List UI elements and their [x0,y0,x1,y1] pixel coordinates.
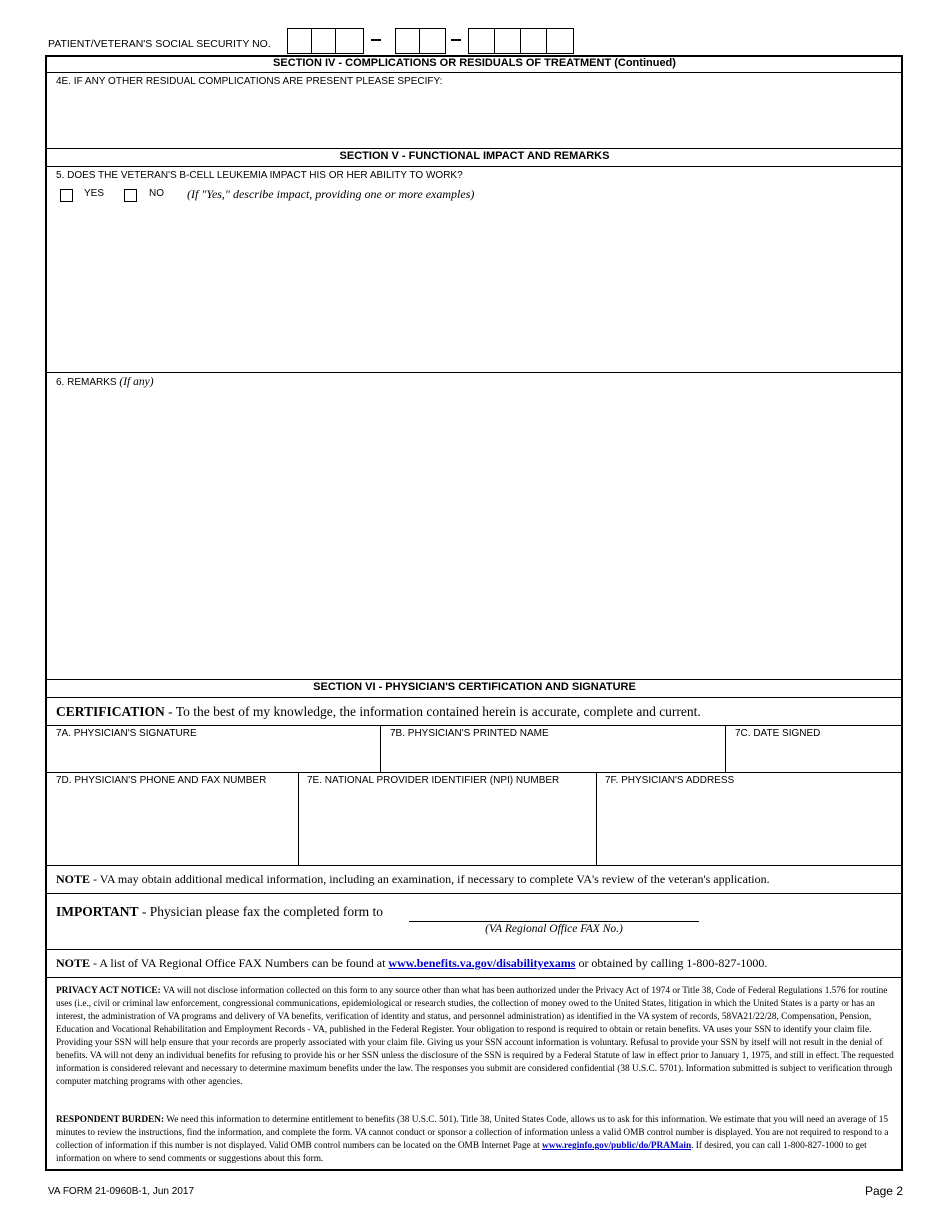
section-6-header: SECTION VI - PHYSICIAN'S CERTIFICATION AND SIGNATURE [313,681,636,693]
divider [47,977,902,978]
q6-label [56,376,154,388]
q5-label: 5. DOES THE VETERAN'S B-CELL LEUKEMIA IMPACT HIS OR HER ABILITY TO WORK? [56,170,463,181]
burden-text: . If desired, you can call 1-800-827-1000 to get information on where to send comments or suggestions about this form. [56,1141,867,1164]
ssn-digit-box[interactable] [288,29,312,53]
regional-office-fax-field[interactable] [409,921,699,922]
ssn-digit-box[interactable] [521,29,547,53]
section-5-header: SECTION V - FUNCTIONAL IMPACT AND REMARKS [339,150,610,162]
ssn-digit-box[interactable] [396,29,420,53]
divider [47,725,902,726]
yes-label: YES [84,188,105,199]
certification-statement [56,704,701,720]
npi-label: 7E. NATIONAL PROVIDER IDENTIFIER (NPI) NUMBER [307,775,560,786]
q4e-response-area[interactable] [47,88,902,148]
ssn-label: PATIENT/VETERAN'S SOCIAL SECURITY NO. [48,38,271,50]
divider [47,772,902,773]
reginfo-link[interactable]: www.reginfo.gov/public/do/PRAMain [542,1141,692,1151]
section-4-header: SECTION IV - COMPLICATIONS OR RESIDUALS OF TREATMENT (Continued) [273,57,676,69]
q6-hint: (If any) [119,376,154,388]
important-text: - Physician please fax the completed form to [138,904,383,919]
privacy-text: VA will not disclose information collected on this form to any source other than what has been authorized under the Privacy Act of 1974 or Title 38, Code of Federal Regulations 1.576 for routine uses (i.e., civil or criminal law enforcement, congressional communications, epidemiological or research studies, the collection of money owed to the United States, litigation in which the United States is a party or has an interest, the administration of VA programs and delivery of VA benefits, verification of identity and status, and personnel administration) as identified in the VA system of records, 58VA21/22/28, Compensation, Pension, Education and Vocational Rehabilitation and Employment Records - VA, published in the Federal Register. Your obligation to respond is required to obtain or retain benefits. VA uses your SSN to identify your claim file. Providing your SSN will help ensure that your records are properly associated with your claim file. Giving us your SSN account information is voluntary. Refusal to provide your SSN by itself will not result in the denial of benefits. VA will not deny an individual benefits for refusing to provide his or her SSN unless the disclosure of the SSN is required by a Federal Statute of law in effect prior to January 1, 1975, and still in effect. The requested information is considered relevant and necessary to determine maximum benefits under the law. The responses you submit are considered confidential (38 U.S.C. 5701). Information submitted is subject to verification through computer matching programs with other agencies. [56,986,894,1087]
yes-instruction: (If "Yes," describe impact, providing one or more examples) [187,187,475,201]
ssn-area-field[interactable] [287,28,364,54]
divider [47,72,902,73]
physician-address-label: 7F. PHYSICIAN'S ADDRESS [605,775,735,786]
q5-response-area[interactable] [47,206,902,371]
important-heading: IMPORTANT [56,904,139,919]
physician-signature-label: 7A. PHYSICIAN'S SIGNATURE [56,728,197,739]
no-label: NO [149,188,164,199]
page-number: Page 2 [864,1184,903,1198]
ssn-group-field[interactable] [395,28,446,54]
phone-fax-field[interactable] [47,788,297,864]
divider [47,697,902,698]
burden-heading: RESPONDENT BURDEN: [56,1115,165,1125]
note-heading: NOTE [56,956,91,970]
divider [47,679,902,680]
note-heading: NOTE [56,872,91,886]
note-text: - A list of VA Regional Office FAX Numbers can be found at [90,956,389,970]
ssn-digit-box[interactable] [312,29,336,53]
npi-field[interactable] [299,788,595,864]
privacy-heading: PRIVACY ACT NOTICE: [56,986,161,996]
no-checkbox[interactable] [124,189,137,202]
form-number: VA FORM 21-0960B-1, Jun 2017 [48,1186,195,1197]
ssn-digit-box[interactable] [547,29,573,53]
date-signed-field[interactable] [726,740,902,771]
divider [47,949,902,950]
ssn-digit-box[interactable] [336,29,360,53]
note-fax-list [56,956,767,971]
certification-text: - To the best of my knowledge, the information contained herein is accurate, complete and current. [164,704,701,719]
fax-caption: (VA Regional Office FAX No.) [485,923,623,935]
q4e-label: 4E. IF ANY OTHER RESIDUAL COMPLICATIONS ARE PRESENT PLEASE SPECIFY: [56,76,443,87]
date-signed-label: 7C. DATE SIGNED [735,728,821,739]
divider [47,148,902,149]
ssn-digit-box[interactable] [469,29,495,53]
note-text: - VA may obtain additional medical information, including an examination, if necessary to complete VA's review of the veteran's application. [90,872,770,886]
benefits-link[interactable]: www.benefits.va.gov/disabilityexams [388,956,576,970]
ssn-dash [371,39,381,41]
physician-printed-name-field[interactable] [381,740,724,771]
divider [47,372,902,373]
ssn-digit-box[interactable] [420,29,444,53]
important-fax-instruction [56,904,383,920]
divider [47,865,902,866]
phone-fax-label: 7D. PHYSICIAN'S PHONE AND FAX NUMBER [56,775,267,786]
ssn-digit-box[interactable] [495,29,521,53]
physician-signature-field[interactable] [47,740,379,771]
ssn-serial-field[interactable] [468,28,574,54]
burden-text: We need this information to determine entitlement to benefits (38 U.S.C. 501). Title 38, United States Code, allows us to ask for this information. We estimate that you will need an average of 15 minutes to review the instructions, find the information, and complete the form. VA cannot conduct or sponsor a collection of information unless a valid OMB control number is displayed. You are not required to respond to a collection of information if this number is not displayed. Valid OMB control numbers can be located on the OMB Internet Page at [56,1115,889,1151]
certification-heading: CERTIFICATION [56,704,165,719]
ssn-dash [451,39,461,41]
divider [47,893,902,894]
remarks-response-area[interactable] [47,392,902,678]
physician-printed-name-label: 7B. PHYSICIAN'S PRINTED NAME [390,728,549,739]
q6-label-text: 6. REMARKS [56,377,117,388]
note-text: or obtained by calling 1-800-827-1000. [575,956,768,970]
physician-address-field[interactable] [597,788,902,864]
divider [47,166,902,167]
respondent-burden [56,1114,896,1166]
note-additional-info [56,872,770,887]
privacy-act-notice [56,985,896,1089]
yes-checkbox[interactable] [60,189,73,202]
